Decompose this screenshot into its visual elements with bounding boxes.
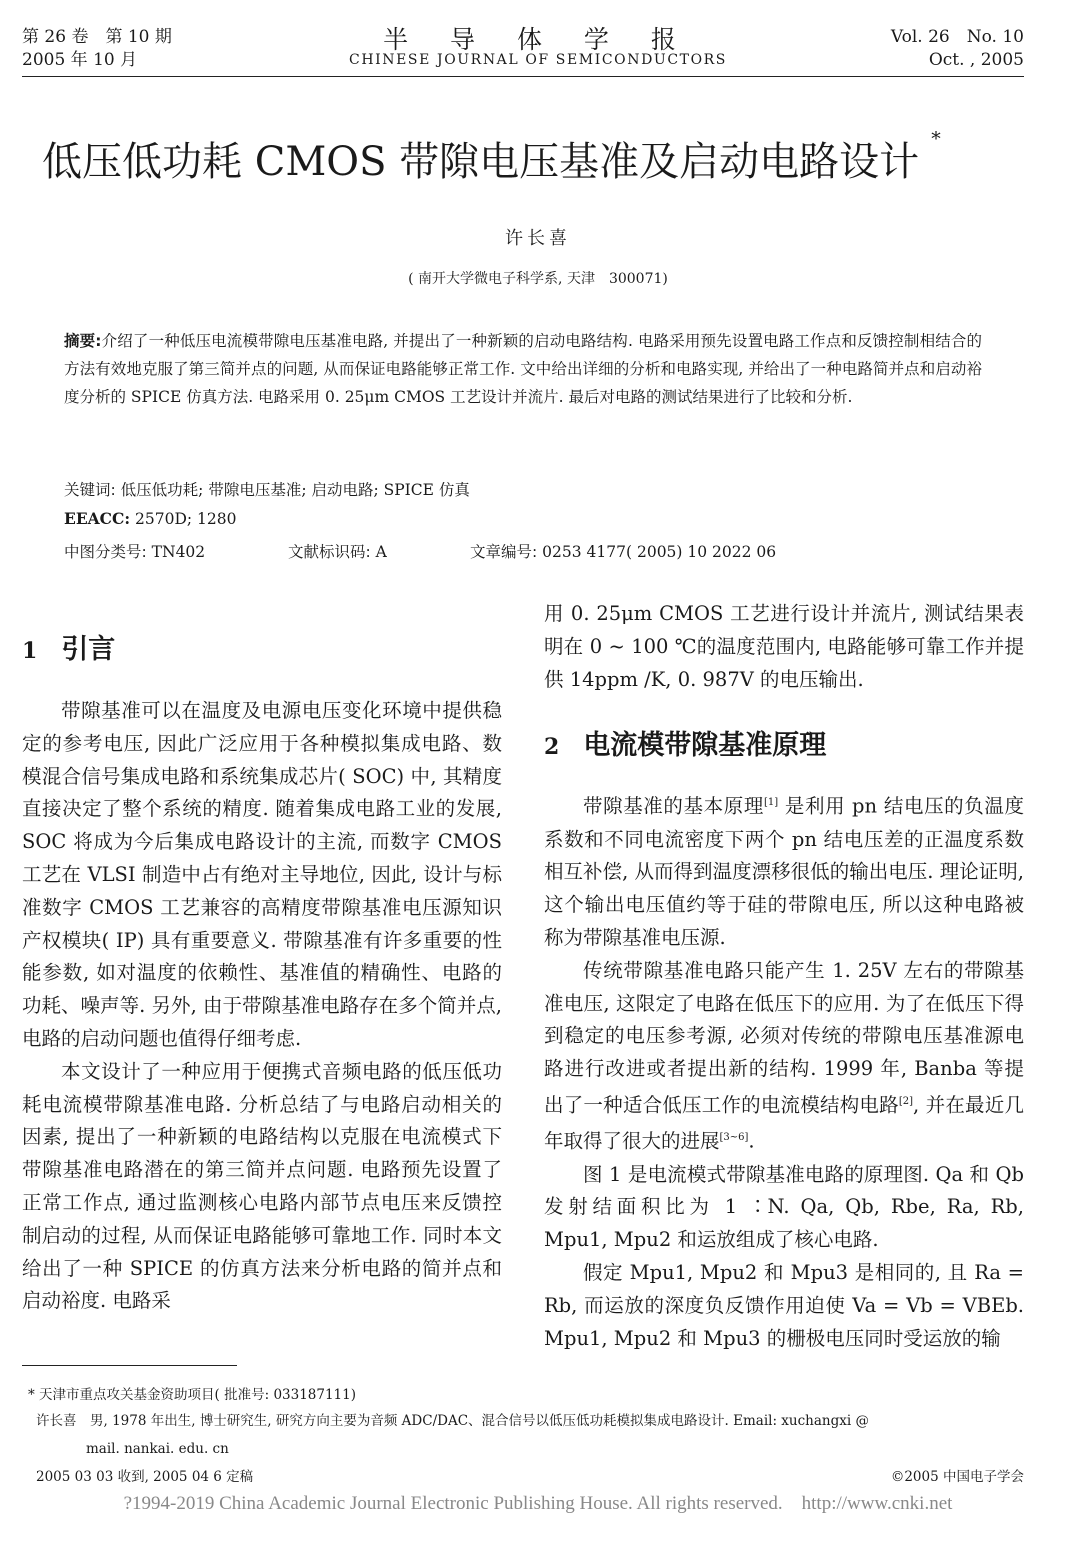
- copyright-notice: ©2005 中国电子学会: [890, 1469, 1024, 1485]
- clc-text: TN402: [151, 543, 206, 561]
- section-2-paragraph-2: [544, 955, 1024, 1159]
- eeacc: [64, 509, 236, 528]
- article-title-text: 低压低功耗 CMOS 带隙电压基准及启动电路设计: [42, 139, 920, 185]
- date-en: Oct. , 2005: [928, 50, 1024, 70]
- section-2-title: 电流模带隙基准原理: [583, 730, 827, 762]
- keywords-text: 低压低功耗; 带隙电压基准; 启动电路; SPICE 仿真: [120, 481, 470, 499]
- s2-p2-text-c: .: [748, 1129, 755, 1153]
- citation-3-6: [3~6]: [719, 1132, 749, 1144]
- clc-label: 中图分类号:: [64, 543, 147, 561]
- s2-p2-text-a: 传统带隙基准电路只能产生 1. 25V 左右的带隙基准电压, 这限定了电路在低压下的应用. 为了在低压下得到稳定的电压参考源, 必须对传统的带隙电压基准源电路进行改进或者提出新的结构. 1999 年, Banba 等提出了一种适合低压工作的电流模结构电路: [544, 958, 1024, 1117]
- clc-number: [64, 540, 205, 562]
- s2-p2-text-b: , 并在最近几年取得了很大的进展: [544, 1093, 1024, 1153]
- footnote-rule: [22, 1365, 237, 1366]
- section-1-title: 引言: [61, 634, 116, 665]
- section-2-paragraph-3: 图 1 是电流模式带隙基准电路的原理图. Qa 和 Qb 发射结面积比为 1 ∶N. Qa, Qb, Rbe, Ra, Rb, Mpu1, Mpu2 和运放组成了核心电路.: [544, 1162, 1024, 1252]
- author: 许长喜: [505, 228, 571, 249]
- author-email-continued: mail. nankai. edu. cn: [86, 1441, 229, 1457]
- keywords-label: 关键词:: [64, 481, 116, 499]
- citation-1: [1]: [763, 797, 779, 809]
- section-1-paragraph-2-continued: 用 0. 25μm CMOS 工艺进行设计并流片, 测试结果表明在 0 ~ 100 ℃的温度范围内, 电路能够可靠工作并提供 14ppm /K, 0. 987V 的电压输出.: [544, 602, 1024, 691]
- journal-name-cn: 半 导 体 学 报: [383, 25, 693, 54]
- section-2-number: 2: [544, 734, 560, 761]
- doc-code: [288, 540, 387, 562]
- right-column: [544, 598, 1024, 1355]
- abstract: [64, 327, 982, 411]
- art-text: 0253 4177( 2005) 10 2022 06: [542, 543, 777, 561]
- journal-name-en: CHINESE JOURNAL OF SEMICONDUCTORS: [349, 52, 727, 68]
- section-1-paragraph-2: 本文设计了一种应用于便携式音频电路的低压低功耗电流模带隙基准电路. 分析总结了与电路启动相关的因素, 提出了一种新颖的电路结构以克服在电流模式下带隙基准电路潜在的第三简并点问题. 电路预先设置了正常工作点, 通过监测核心电路内部节点电压来反馈控制启动的过程, 从而保证电路能够可靠地工作. 同时本文给出了一种 SPICE 的仿真方法来分析电路的简并点和启动裕度. 电路采: [22, 1059, 502, 1313]
- section-1-paragraph-1: 带隙基准可以在温度及电源电压变化环境中提供稳定的参考电压, 因此广泛应用于各种模拟集成电路、数模混合信号集成电路和系统集成芯片( SOC) 中, 其精度直接决定了整个系统的精度. 随着集成电路工业的发展, SOC 将成为今后集成电路设计的主流, 而数字 CMOS 工艺在 VLSI 制造中占有绝对主导地位, 因此, 设计与标准数字 CMOS 工艺兼容的高精度带隙基准电压源知识产权模块( IP) 具有重要意义. 带隙基准有许多重要的性能参数, 如对温度的依赖性、基准值的精确性、电路的功耗、噪声等. 另外, 由于带隙基准电路存在多个简并点, 电路的启动问题也值得仔细考虑.: [22, 699, 502, 1050]
- section-2-paragraph-4: 假定 Mpu1, Mpu2 和 Mpu3 是相同的, 且 Ra = Rb, 而运放的深度负反馈作用迫使 Va = Vb = VBEb. Mpu1, Mpu2 和 Mpu3 的栅极电压同时受运放的输: [544, 1261, 1024, 1350]
- title-footnote-mark: *: [931, 128, 941, 150]
- volume-issue-cn: 第 26 卷 第 10 期: [22, 27, 172, 47]
- s2-p1-text-b: 是利用 pn 结电压的负温度系数和不同电流密度下两个 pn 结电压差的正温度系数相互补偿, 从而得到温度漂移很低的输出电压. 理论证明, 这个输出电压值约等于硅的带隙电压, 所以这种电路被称为带隙基准电压源.: [544, 794, 1024, 950]
- header-rule: [22, 76, 1024, 77]
- date-cn: 2005 年 10 月: [22, 50, 138, 70]
- affiliation: ( 南开大学微电子科学系, 天津 300071): [408, 271, 668, 287]
- abstract-text: 介绍了一种低压电流模带隙电压基准电路, 并提出了一种新颖的启动电路结构. 电路采用预先设置电路工作点和反馈控制相结合的方法有效地克服了第三简并点的问题, 从而保证电路能够正常工作. 文中给出详细的分析和电路实现, 并给出了一种电路简并点和启动裕度分析的 SPICE 仿真方法. 电路采用 0. 25μm CMOS 工艺设计并流片. 最后对电路的测试结果进行了比较和分析.: [64, 332, 982, 406]
- s2-p1-text-a: 带隙基准的基本原理: [583, 794, 764, 818]
- volume-issue-en: Vol. 26 No. 10: [890, 27, 1024, 47]
- article-title: [42, 130, 941, 187]
- author-bio: 许长喜 男, 1978 年出生, 博士研究生, 研究方向主要为音频 ADC/DAC、混合信号以低压低功耗模拟集成电路设计. Email: xuchangxi @: [36, 1413, 869, 1429]
- section-1-number: 1: [22, 638, 38, 664]
- doc-text: A: [375, 543, 387, 561]
- article-number: [470, 540, 776, 562]
- abstract-label: 摘要:: [64, 332, 102, 350]
- doc-label: 文献标识码:: [288, 543, 371, 561]
- section-2-heading: [544, 726, 1024, 767]
- section-2-paragraph-1: [544, 787, 1024, 954]
- eeacc-text: 2570D; 1280: [135, 510, 237, 528]
- funding-footnote: * 天津市重点攻关基金资助项目( 批准号: 033187111): [28, 1387, 357, 1403]
- cnki-footer: ?1994-2019 China Academic Journal Electronic Publishing House. All rights reserved. http://www.cnki.net: [123, 1493, 953, 1514]
- eeacc-label: EEACC:: [64, 509, 131, 528]
- received-date: 2005 03 03 收到, 2005 04 6 定稿: [36, 1469, 254, 1485]
- section-1-heading: [22, 630, 502, 671]
- left-column: [22, 630, 502, 1318]
- citation-2: [2]: [898, 1096, 914, 1108]
- keywords: [64, 478, 470, 500]
- art-label: 文章编号:: [470, 543, 538, 561]
